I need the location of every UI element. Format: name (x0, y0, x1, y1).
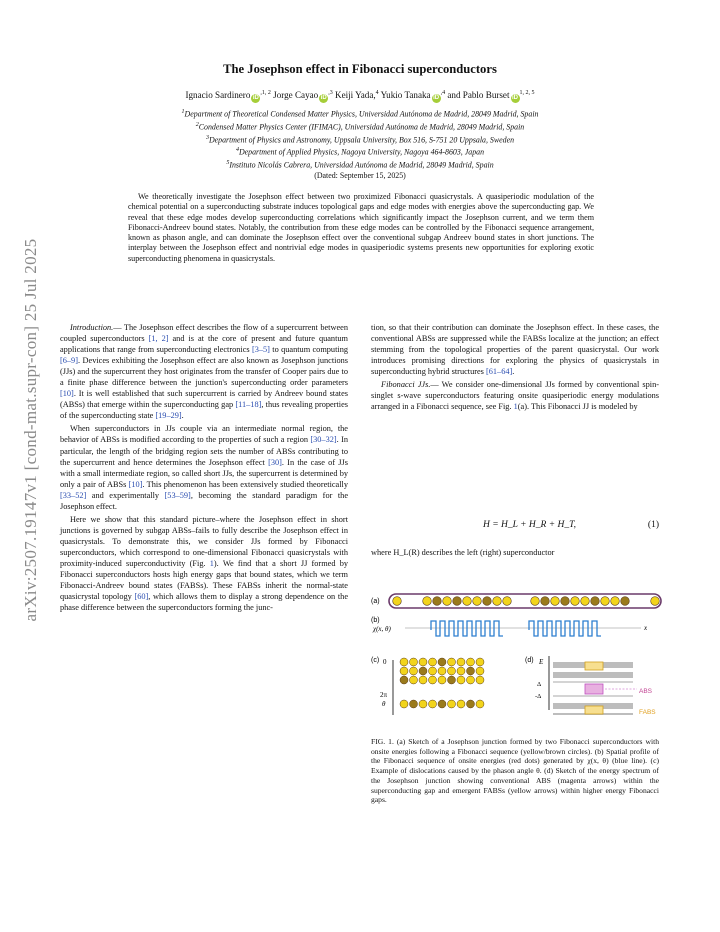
site-circle (419, 700, 427, 708)
site-circle (410, 667, 418, 675)
theta-zero-label: 0 (383, 658, 387, 666)
site-circle (467, 700, 475, 708)
site-circle (611, 597, 620, 606)
citation-link[interactable]: [3–5] (251, 345, 270, 355)
site-circle (601, 597, 610, 606)
site-circle (571, 597, 580, 606)
site-circle (400, 658, 408, 666)
site-circle (448, 700, 456, 708)
site-circle (400, 700, 408, 708)
left-column (60, 322, 348, 615)
site-circle (400, 676, 408, 684)
site-circle (457, 667, 465, 675)
affiliation: $^3$Department of Physics and Astronomy, Uppsala University, Box 516, S-751 20 Uppsala, Sweden (205, 134, 515, 145)
equation-body: H = H_L + H_R + H_T, (483, 520, 577, 530)
citation-link[interactable]: [11–18] (235, 400, 262, 410)
paragraph: When superconductors in JJs couple via an intermediate normal region, the behavior of ABSs is modified according to the properties of such a region [30–32]. In particular, the length of the bridging region sets the number of ABSs contributing to the supercurrent and hence determines the Josephson effect [30]. In the case of JJs with a small intermediate region, so called short JJs, the supercurrent is determined by only a pair of ABSs [10]. This phenomenon has been extensively studied theoretically [33–52] and experimentally [53–59], becoming the standard paradigm for the Josephson effect. (60, 424, 348, 511)
citation-link[interactable]: [60] (134, 592, 149, 602)
site-circle (467, 658, 475, 666)
site-circle (541, 597, 550, 606)
wave-line (431, 621, 503, 636)
site-circle (393, 597, 402, 606)
site-circle (443, 597, 452, 606)
figure-1 (371, 590, 663, 715)
site-circle (438, 658, 446, 666)
site-circle (457, 658, 465, 666)
site-circle (591, 597, 600, 606)
site-circle (429, 658, 437, 666)
citation-link[interactable]: [10] (60, 389, 74, 399)
affiliation: $^5$Instituto Nicolás Cabrera, Universidad Autónoma de Madrid, 28049 Madrid, Spain (226, 160, 494, 170)
right-column (371, 322, 659, 414)
citation-link[interactable]: [61–64] (485, 367, 513, 377)
site-circle (438, 676, 446, 684)
paragraph: Introduction.— The Josephson effect describes the flow of a supercurrent between coupled superconductors [1, 2] and is at the core of present and future quantum applications that range from superconducting electronics [3–5] to quantum computing [6–9]. Devices exhibiting the Josephson effect are also known as Josephson junctions (JJs) and the supercurrent they host originates from the transfer of Cooper pairs due to a finite phase difference between the junction's superconducting order parameters [10]. It is well established that such supercurrent is carried by Andreev bound states (ABSs) that emerge within the superconducting gap [11–18], thus revealing properties of the superconducting state [19–29]. (60, 323, 349, 421)
site-circle (429, 667, 437, 675)
citation-link[interactable]: [30–32] (310, 435, 337, 445)
energy-label: E (539, 658, 544, 666)
affiliations (0, 107, 720, 181)
site-circle (476, 667, 484, 675)
site-circle (400, 667, 408, 675)
site-circle (423, 597, 432, 606)
equation-number: (1) (647, 520, 659, 530)
mdelta-label: -Δ (535, 693, 542, 700)
paragraph: where H_L(R) describes the left (right) superconductor (371, 548, 555, 557)
site-circle (467, 676, 475, 684)
site-circle (419, 676, 427, 684)
abstract: We theoretically investigate the Josephson effect between two proximized Fibonacci quasicrystals. A quasiperiodic modulation of the chemical potential on a superconducting substrate induces topological gaps and edge modes with energies above the superconducting gap. We reveal that these edge modes develop superconducting correlations which significantly impact the Josephson current, and we term them Fibonacci-Andreev bound states. Notably, the contribution from these edge modes can be controlled by the Fibonacci sequence arrangement, known as phason angle, and can dominate the Josephson effect over the conventional subgap Andreev bound states in short junctions. The interplay between the Josephson effect and nontrivial edge modes in quasiperiodic systems presents new opportunities for exploring exotic superconducting phenomena in quasicrystals. (128, 192, 594, 263)
site-circle (419, 658, 427, 666)
x-label: x (644, 624, 648, 632)
site-circle (503, 597, 512, 606)
abs-label: ABS (639, 688, 653, 695)
citation-link[interactable]: [6–9] (60, 356, 78, 366)
site-circle (433, 597, 442, 606)
site-circle (493, 597, 502, 606)
author-name: Jorge Cayao (273, 90, 319, 101)
author-name: Ignacio Sardinero (185, 90, 251, 101)
site-circle (429, 700, 437, 708)
citation-link[interactable]: [30] (268, 457, 282, 467)
site-circle (476, 658, 484, 666)
site-circle (419, 667, 427, 675)
site-circle (581, 597, 590, 606)
panel-label-a: (a) (371, 598, 380, 605)
site-circle (453, 597, 462, 606)
panel-label-d: (d) (525, 657, 534, 664)
site-circle (410, 658, 418, 666)
citation-link[interactable]: [53–59] (164, 490, 191, 500)
site-circle (561, 597, 570, 606)
author-name: and Pablo Burset (447, 90, 510, 101)
panel-label-b: (b) (371, 617, 380, 624)
figure-caption: FIG. 1. (a) Sketch of a Josephson junction formed by two Fibonacci superconductors with onsite energies following a Fibonacci sequence (yellow/brown circles). (b) Spatial profile of the Fibonacci sequence of onsite energies (red dots) generated by χ(x, θ) (blue line). (c) Example of dislocations caused by the phason angle θ. (d) Sketch of the energy spectrum of the Josephson junction showing conventional ABS (magenta arrows) within the superconducting gap and emergent FABSs (yellow arrows) within higher energy Fibonacci gaps. (371, 737, 659, 805)
orcid-icon[interactable]: iD (252, 95, 259, 102)
affiliation: $^1$Department of Theoretical Condensed Matter Physics, Universidad Autónoma de Madrid, 28049 Madrid, Spain (181, 109, 539, 119)
energy-spectrum (553, 662, 637, 715)
affiliation: $^4$Department of Applied Physics, Nagoya University, Nagoya 464-8603, Japan (235, 147, 485, 158)
paper-title: The Josephson effect in Fibonacci superconductors (223, 62, 497, 76)
site-circle (651, 597, 660, 606)
author-list: Ignacio Sardinero $iD^{,1, 2}$ Jorge Cayao $iD^{,3}$ Keiji Yada,$^4$ Yukio Tanaka $iD^{,4}$ and Pablo Burset iD$^{1, 2, 5}$ (185, 90, 535, 102)
site-circle (410, 676, 418, 684)
paragraph: Here we show that this standard picture–where the Josephson effect in short junctions is governed by subgap ABSs–fails to fully describe the Josephson effect in quasicrystals. To demonstrate this, we consider JJs formed by Fibonacci superconductors, which correspond to one-dimensional Fibonacci quasicrystals with proximity-induced superconductivity (Fig. 1). We find that a short JJ formed by Fibonacci superconductors hosts high energy gaps that bound states, which we term Fibonacci-Andreev bound states (FABSs). These FABSs inherit the normal-state quasicrystal topology [60], which allows them to display a strong dependence on the phase difference between the superconductors forming the junc- (60, 514, 348, 613)
site-circle (476, 700, 484, 708)
energy-band (553, 672, 633, 678)
orcid-icon[interactable]: iD (433, 95, 440, 102)
dislocation-grid (400, 658, 484, 708)
date-line: (Dated: September 15, 2025) (314, 171, 406, 181)
chi-profile (431, 621, 601, 636)
citation-link[interactable]: [10] (128, 479, 143, 489)
citation-link[interactable]: [1, 2] (148, 334, 169, 344)
citation-link[interactable]: [33–52] (60, 490, 87, 500)
chi-label: χ(x, θ) (373, 625, 391, 633)
delta-label: Δ (537, 681, 542, 688)
site-circle (457, 700, 465, 708)
site-circle (473, 597, 482, 606)
figure-link[interactable]: 1 (513, 402, 518, 412)
site-circle (410, 700, 418, 708)
site-circle (467, 667, 475, 675)
paragraph: tion, so that their contribution can dominate the Josephson effect. In these cases, the conventional ABSs are suppressed while the FABSs localize at the junction; an effect stemming from the topological properties of the parent quasicrystal. Our work introduces promising directions for exploring the physics of quasicrystals in superconducting hybrid structures [61–64]. (371, 323, 659, 377)
citation-link[interactable]: [19–29] (155, 411, 182, 421)
site-circle (448, 667, 456, 675)
author-name: Keiji Yada, (335, 90, 376, 101)
site-circle (438, 667, 446, 675)
site-circle (621, 597, 630, 606)
fabs-label: FABS (639, 709, 656, 715)
site-circle (476, 676, 484, 684)
site-circle (463, 597, 472, 606)
arxiv-sidebar: arXiv:2507.19147v1 [cond-mat.supr-con] 25 Jul 2025 (21, 238, 40, 622)
site-circle (531, 597, 540, 606)
orcid-icon[interactable]: iD (320, 95, 327, 102)
site-circle (448, 658, 456, 666)
theta-label: θ (382, 700, 386, 708)
fabs-arrows (585, 662, 603, 670)
abs-arrows (585, 684, 603, 694)
orcid-icon[interactable]: iD (512, 95, 518, 102)
site-circle (448, 676, 456, 684)
paragraph: Fibonacci JJs.— We consider one-dimensional JJs formed by conventional spin-singlet s-wave superconductors featuring onsite quasiperiodic energy modulations arranged in a Fibonacci sequence, see Fig. 1(a). This Fibonacci JJ is modeled by (371, 380, 659, 412)
site-circle (457, 676, 465, 684)
fabs-arrows (585, 706, 603, 714)
site-circle (483, 597, 492, 606)
site-circle (438, 700, 446, 708)
figure-link[interactable]: 1 (209, 558, 214, 568)
site-circle (429, 676, 437, 684)
wave-line (529, 621, 601, 636)
site-circle (551, 597, 560, 606)
theta-2pi-label: 2π (380, 691, 388, 699)
panel-label-c: (c) (371, 657, 380, 664)
author-name: Yukio Tanaka (380, 90, 431, 101)
affiliation: $^2$Condensed Matter Physics Center (IFIMAC), Universidad Autónoma de Madrid, 28049 Madrid, Spain (195, 121, 525, 132)
